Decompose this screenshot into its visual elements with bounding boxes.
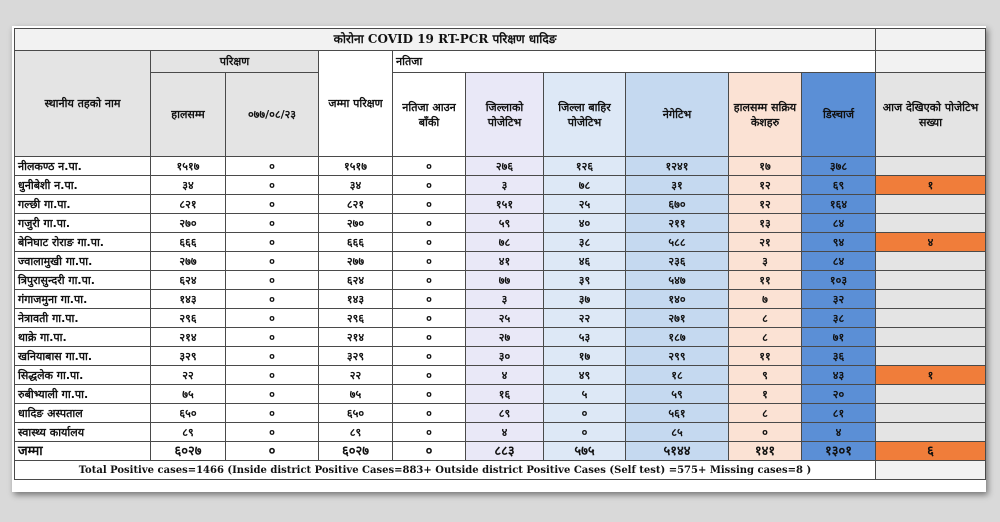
- district-positive-cell: ३०: [466, 347, 544, 366]
- district-positive-cell: ७८: [466, 233, 544, 252]
- active-cell: २१: [729, 233, 802, 252]
- negative-cell: २३६: [626, 252, 729, 271]
- active-cell: ८: [729, 309, 802, 328]
- date-count-cell: ०: [226, 290, 319, 309]
- negative-cell: २७१: [626, 309, 729, 328]
- outside-positive-cell: ५७५: [544, 442, 626, 461]
- today-positive-cell: [876, 290, 986, 309]
- table-row: [15, 404, 986, 423]
- covid-test-table: [14, 28, 986, 480]
- row-name: स्वास्थ्य कार्यालय: [15, 423, 151, 442]
- negative-cell: १८: [626, 366, 729, 385]
- pending-cell: ०: [393, 366, 466, 385]
- negative-cell: १४०: [626, 290, 729, 309]
- total-tests-cell: ६०२७: [319, 442, 393, 461]
- active-cell: ०: [729, 423, 802, 442]
- cumulative-cell: ६२४: [151, 271, 226, 290]
- header-negative: नेगेटिभ: [626, 73, 729, 157]
- report-sheet: [12, 26, 986, 492]
- header-today-positive: आज देखिएको पोजेटिभ सख्या: [876, 73, 986, 157]
- district-positive-cell: ४: [466, 423, 544, 442]
- row-name: धादिङ अस्पताल: [15, 404, 151, 423]
- total-positive-summary: Total Positive cases=1466 (Inside district Positive Cases=883+ Outside district Positive Cases (Self test) =575+ Missing cases=8 ): [15, 461, 876, 480]
- outside-positive-cell: १२६: [544, 157, 626, 176]
- date-count-cell: ०: [226, 214, 319, 233]
- header-local-level: स्थानीय तहको नाम: [15, 51, 151, 157]
- total-tests-cell: ६६६: [319, 233, 393, 252]
- date-count-cell: ०: [226, 157, 319, 176]
- negative-cell: १८७: [626, 328, 729, 347]
- outside-positive-cell: १७: [544, 347, 626, 366]
- cumulative-cell: ६०२७: [151, 442, 226, 461]
- pending-cell: ०: [393, 328, 466, 347]
- today-positive-cell: ४: [876, 233, 986, 252]
- district-positive-cell: ७७: [466, 271, 544, 290]
- today-positive-cell: ६: [876, 442, 986, 461]
- total-tests-cell: २७७: [319, 252, 393, 271]
- pending-cell: ०: [393, 157, 466, 176]
- active-cell: ११: [729, 271, 802, 290]
- total-tests-cell: १५१७: [319, 157, 393, 176]
- cumulative-cell: ३४: [151, 176, 226, 195]
- table-row: [15, 271, 986, 290]
- cumulative-cell: ६५०: [151, 404, 226, 423]
- header-date: ०७७/०८/२३: [226, 73, 319, 157]
- discharge-cell: ३२: [802, 290, 876, 309]
- header-cumulative: हालसम्म: [151, 73, 226, 157]
- table-row: [15, 233, 986, 252]
- pending-cell: ०: [393, 233, 466, 252]
- row-name: रुबीभ्याली गा.पा.: [15, 385, 151, 404]
- district-positive-cell: ८८३: [466, 442, 544, 461]
- active-cell: ८: [729, 328, 802, 347]
- negative-cell: ६७०: [626, 195, 729, 214]
- row-name: गंगाजमुना गा.पा.: [15, 290, 151, 309]
- header-tests-group: परिक्षण: [151, 51, 319, 73]
- header-result-group: नतिजा: [393, 51, 876, 73]
- pending-cell: ०: [393, 347, 466, 366]
- total-tests-cell: २१४: [319, 328, 393, 347]
- date-count-cell: ०: [226, 271, 319, 290]
- today-positive-cell: [876, 157, 986, 176]
- total-tests-cell: २७०: [319, 214, 393, 233]
- row-name: सिद्धलेक गा.पा.: [15, 366, 151, 385]
- pending-cell: ०: [393, 176, 466, 195]
- cumulative-cell: २९६: [151, 309, 226, 328]
- discharge-cell: ८४: [802, 252, 876, 271]
- active-cell: ७: [729, 290, 802, 309]
- outside-positive-cell: ३८: [544, 233, 626, 252]
- district-positive-cell: ३: [466, 176, 544, 195]
- header-total-tests: जम्मा परिक्षण: [319, 51, 393, 157]
- row-name: ज्वालामुखी गा.पा.: [15, 252, 151, 271]
- total-tests-cell: २९६: [319, 309, 393, 328]
- district-positive-cell: १५१: [466, 195, 544, 214]
- active-cell: ८: [729, 404, 802, 423]
- negative-cell: १२४१: [626, 157, 729, 176]
- discharge-cell: ८४: [802, 214, 876, 233]
- cumulative-cell: १४३: [151, 290, 226, 309]
- row-name: थाक्रे गा.पा.: [15, 328, 151, 347]
- header-active: हालसम्म सक्रिय केशहरु: [729, 73, 802, 157]
- pending-cell: ०: [393, 214, 466, 233]
- table-row: [15, 366, 986, 385]
- active-cell: १३: [729, 214, 802, 233]
- active-cell: ११: [729, 347, 802, 366]
- active-cell: ३: [729, 252, 802, 271]
- cumulative-cell: २१४: [151, 328, 226, 347]
- today-positive-cell: [876, 404, 986, 423]
- date-count-cell: ०: [226, 195, 319, 214]
- discharge-cell: ३७८: [802, 157, 876, 176]
- date-count-cell: ०: [226, 366, 319, 385]
- discharge-cell: ७१: [802, 328, 876, 347]
- discharge-cell: ४: [802, 423, 876, 442]
- negative-cell: ३१: [626, 176, 729, 195]
- outside-positive-cell: ७८: [544, 176, 626, 195]
- date-count-cell: ०: [226, 252, 319, 271]
- table-row: [15, 328, 986, 347]
- discharge-cell: २०: [802, 385, 876, 404]
- outside-positive-cell: २५: [544, 195, 626, 214]
- total-tests-cell: १४३: [319, 290, 393, 309]
- pending-cell: ०: [393, 290, 466, 309]
- district-positive-cell: ८९: [466, 404, 544, 423]
- negative-cell: ५१४४: [626, 442, 729, 461]
- pending-cell: ०: [393, 442, 466, 461]
- footer-row: [15, 461, 986, 480]
- active-cell: १२: [729, 195, 802, 214]
- discharge-cell: ८१: [802, 404, 876, 423]
- negative-cell: ५६१: [626, 404, 729, 423]
- today-positive-cell: १: [876, 176, 986, 195]
- today-positive-cell: [876, 271, 986, 290]
- outside-positive-cell: ५: [544, 385, 626, 404]
- today-positive-cell: [876, 423, 986, 442]
- date-count-cell: ०: [226, 347, 319, 366]
- cumulative-cell: २७७: [151, 252, 226, 271]
- row-name: जम्मा: [15, 442, 151, 461]
- cumulative-cell: २७०: [151, 214, 226, 233]
- negative-cell: ५४७: [626, 271, 729, 290]
- cumulative-cell: २२: [151, 366, 226, 385]
- district-positive-cell: २७६: [466, 157, 544, 176]
- outside-positive-cell: ४६: [544, 252, 626, 271]
- active-cell: १२: [729, 176, 802, 195]
- total-tests-cell: ८२१: [319, 195, 393, 214]
- active-cell: १: [729, 385, 802, 404]
- total-tests-cell: २२: [319, 366, 393, 385]
- report-title: कोरोना COVID 19 RT-PCR परिक्षण धादिङ: [15, 29, 876, 51]
- table-row: [15, 347, 986, 366]
- header-discharge: डिस्चार्ज: [802, 73, 876, 157]
- outside-positive-cell: ५३: [544, 328, 626, 347]
- total-tests-cell: ६२४: [319, 271, 393, 290]
- active-cell: ९: [729, 366, 802, 385]
- date-count-cell: ०: [226, 442, 319, 461]
- footer-blank-cell: [876, 461, 986, 480]
- header-pending: नतिजा आउन बाँकी: [393, 73, 466, 157]
- district-positive-cell: २७: [466, 328, 544, 347]
- date-count-cell: ०: [226, 385, 319, 404]
- pending-cell: ०: [393, 252, 466, 271]
- negative-cell: २९९: [626, 347, 729, 366]
- total-tests-cell: ८९: [319, 423, 393, 442]
- title-blank-cell: [876, 29, 986, 51]
- row-name: नीलकण्ठ न.पा.: [15, 157, 151, 176]
- pending-cell: ०: [393, 195, 466, 214]
- outside-positive-cell: ४९: [544, 366, 626, 385]
- date-count-cell: ०: [226, 176, 319, 195]
- discharge-cell: १६४: [802, 195, 876, 214]
- cumulative-cell: ७५: [151, 385, 226, 404]
- row-name: खनियाबास गा.पा.: [15, 347, 151, 366]
- discharge-cell: ६९: [802, 176, 876, 195]
- table-row: [15, 309, 986, 328]
- cumulative-cell: ३२९: [151, 347, 226, 366]
- negative-cell: ५९: [626, 385, 729, 404]
- outside-positive-cell: ३७: [544, 290, 626, 309]
- discharge-cell: १३०१: [802, 442, 876, 461]
- pending-cell: ०: [393, 385, 466, 404]
- discharge-cell: ९४: [802, 233, 876, 252]
- today-positive-cell: [876, 385, 986, 404]
- active-cell: १७: [729, 157, 802, 176]
- today-positive-cell: [876, 195, 986, 214]
- cumulative-cell: ८९: [151, 423, 226, 442]
- district-positive-cell: ५९: [466, 214, 544, 233]
- active-cell: १४१: [729, 442, 802, 461]
- date-count-cell: ०: [226, 233, 319, 252]
- today-positive-cell: [876, 309, 986, 328]
- today-positive-cell: [876, 214, 986, 233]
- outside-positive-cell: ०: [544, 404, 626, 423]
- date-count-cell: ०: [226, 423, 319, 442]
- outside-positive-cell: २२: [544, 309, 626, 328]
- total-tests-cell: ३४: [319, 176, 393, 195]
- header-district-positive: जिल्लाको पोजेटिभ: [466, 73, 544, 157]
- negative-cell: ५८८: [626, 233, 729, 252]
- cumulative-cell: ८२१: [151, 195, 226, 214]
- district-positive-cell: १६: [466, 385, 544, 404]
- district-positive-cell: २५: [466, 309, 544, 328]
- pending-cell: ०: [393, 423, 466, 442]
- discharge-cell: १०३: [802, 271, 876, 290]
- date-count-cell: ०: [226, 309, 319, 328]
- table-row: [15, 385, 986, 404]
- cumulative-cell: ६६६: [151, 233, 226, 252]
- date-count-cell: ०: [226, 328, 319, 347]
- district-positive-cell: ३: [466, 290, 544, 309]
- row-name: धुनीबेशी न.पा.: [15, 176, 151, 195]
- outside-positive-cell: ३९: [544, 271, 626, 290]
- table-row: [15, 290, 986, 309]
- table-row: [15, 176, 986, 195]
- total-tests-cell: ६५०: [319, 404, 393, 423]
- table-row: [15, 423, 986, 442]
- discharge-cell: ३६: [802, 347, 876, 366]
- row-name: नेत्रावती गा.पा.: [15, 309, 151, 328]
- discharge-cell: ४३: [802, 366, 876, 385]
- district-positive-cell: ४: [466, 366, 544, 385]
- outside-positive-cell: ४०: [544, 214, 626, 233]
- pending-cell: ०: [393, 309, 466, 328]
- today-positive-cell: [876, 252, 986, 271]
- today-positive-cell: [876, 347, 986, 366]
- negative-cell: ८५: [626, 423, 729, 442]
- row-name: गजुरी गा.पा.: [15, 214, 151, 233]
- negative-cell: २११: [626, 214, 729, 233]
- table-row: [15, 252, 986, 271]
- total-tests-cell: ३२९: [319, 347, 393, 366]
- row-name: त्रिपुरासुन्दरी गा.पा.: [15, 271, 151, 290]
- today-positive-cell: १: [876, 366, 986, 385]
- pending-cell: ०: [393, 404, 466, 423]
- district-positive-cell: ४१: [466, 252, 544, 271]
- today-positive-cell: [876, 328, 986, 347]
- cumulative-cell: १५१७: [151, 157, 226, 176]
- header-outside-positive: जिल्ला बाहिर पोजेटिभ: [544, 73, 626, 157]
- table-row: [15, 214, 986, 233]
- total-row: [15, 442, 986, 461]
- header-group-blank: [876, 51, 986, 73]
- outside-positive-cell: ०: [544, 423, 626, 442]
- date-count-cell: ०: [226, 404, 319, 423]
- discharge-cell: ३८: [802, 309, 876, 328]
- table-row: [15, 157, 986, 176]
- table-row: [15, 195, 986, 214]
- row-name: बेनिघाट रोराङ गा.पा.: [15, 233, 151, 252]
- total-tests-cell: ७५: [319, 385, 393, 404]
- pending-cell: ०: [393, 271, 466, 290]
- row-name: गल्छी गा.पा.: [15, 195, 151, 214]
